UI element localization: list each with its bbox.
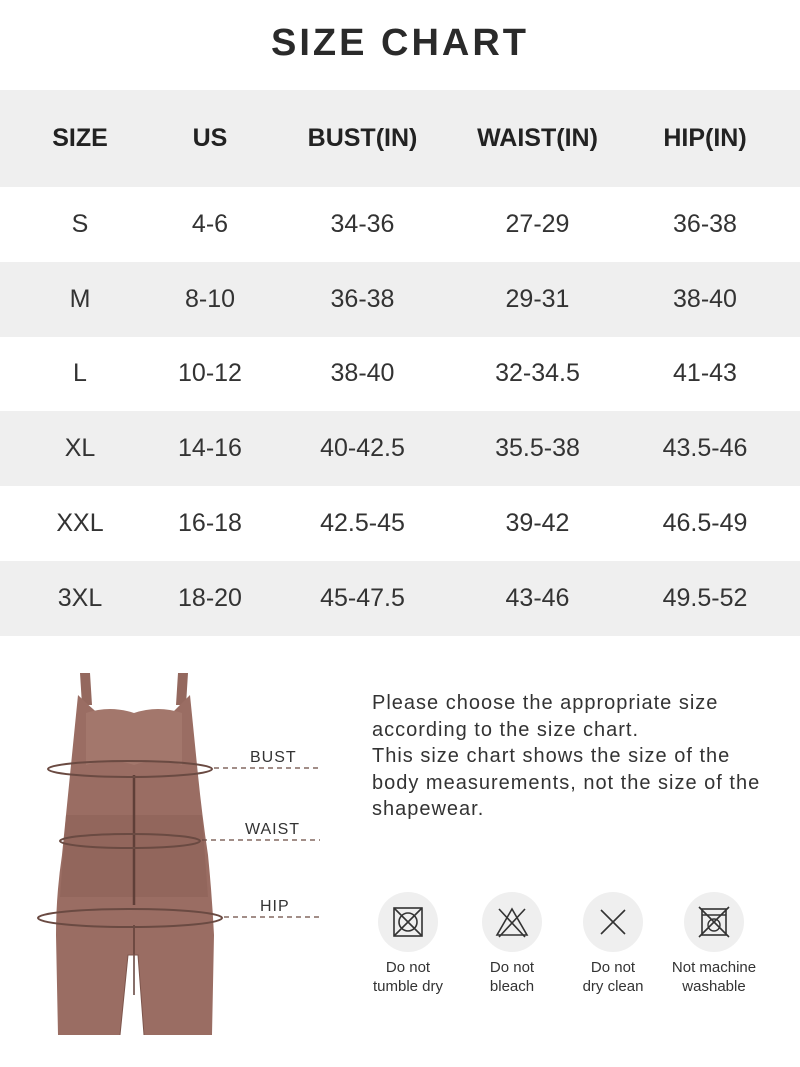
care-label-line1: Do not [385, 959, 431, 976]
header-size: SIZE [52, 124, 108, 152]
cell-bust: 40-42.5 [320, 434, 405, 463]
cell-waist: 27-29 [505, 209, 570, 238]
cell-bust: 38-40 [330, 359, 395, 388]
header-us: US [192, 124, 228, 152]
cell-hip: 41-43 [673, 359, 737, 388]
care-label-line2: dry clean [582, 978, 644, 995]
table-header-row [0, 90, 800, 187]
table-row [0, 262, 800, 337]
cell-size: S [71, 209, 89, 238]
cell-waist: 43-46 [505, 583, 570, 612]
care-label-line2: bleach [489, 978, 535, 995]
care-item [659, 892, 769, 996]
cell-waist: 35.5-38 [495, 434, 580, 463]
cell-hip: 38-40 [673, 284, 737, 313]
do-not-tumble-dry-icon [378, 892, 438, 952]
table-row [0, 337, 800, 412]
cell-us: 18-20 [178, 583, 242, 612]
note-line-2: This size chart shows the size of the body measurements, not the size of the shapewear. [372, 745, 761, 820]
header-waist: WAIST(IN) [477, 124, 598, 152]
cell-bust: 34-36 [330, 209, 395, 238]
size-note [372, 690, 772, 823]
table-row [0, 486, 800, 561]
page-title: SIZE CHART [271, 22, 529, 64]
cell-us: 14-16 [178, 434, 242, 463]
care-item [558, 892, 668, 996]
bust-label: BUST [250, 749, 297, 766]
cell-size: L [73, 359, 87, 388]
cell-bust: 42.5-45 [320, 509, 405, 538]
waist-label: WAIST [245, 821, 301, 838]
cell-hip: 46.5-49 [662, 509, 748, 538]
cell-bust: 36-38 [330, 284, 395, 313]
shapewear-image [56, 673, 214, 1035]
table-row [0, 561, 800, 636]
garment-illustration [30, 665, 330, 1045]
cell-size: M [69, 284, 91, 313]
care-label-line1: Not machine [671, 959, 757, 976]
cell-us: 4-6 [191, 209, 229, 238]
care-label-line2: tumble dry [372, 978, 444, 995]
note-line-1: Please choose the appropriate size according to the size chart. [372, 692, 719, 741]
cell-us: 8-10 [184, 284, 236, 313]
cell-waist: 39-42 [505, 509, 570, 538]
cell-size: XL [64, 434, 96, 463]
header-bust: BUST(IN) [307, 124, 418, 152]
hip-label: HIP [260, 898, 290, 915]
size-table [0, 90, 800, 636]
cell-waist: 32-34.5 [495, 359, 580, 388]
cell-us: 16-18 [178, 509, 242, 538]
cell-size: XXL [56, 509, 104, 538]
cell-hip: 43.5-46 [662, 434, 748, 463]
cell-waist: 29-31 [505, 284, 570, 313]
table-row [0, 187, 800, 262]
care-label-line1: Do not [489, 959, 535, 976]
cell-bust: 45-47.5 [320, 583, 405, 612]
do-not-dry-clean-icon [583, 892, 643, 952]
care-item [457, 892, 567, 996]
do-not-bleach-icon [482, 892, 542, 952]
cell-us: 10-12 [178, 359, 242, 388]
not-machine-washable-icon [684, 892, 744, 952]
header-hip: HIP(IN) [663, 124, 747, 152]
cell-hip: 36-38 [673, 209, 737, 238]
cell-size: 3XL [57, 583, 103, 612]
care-item [353, 892, 463, 996]
care-label-line1: Do not [590, 959, 636, 976]
table-row [0, 411, 800, 486]
care-label-line2: washable [682, 978, 746, 995]
cell-hip: 49.5-52 [662, 583, 748, 612]
